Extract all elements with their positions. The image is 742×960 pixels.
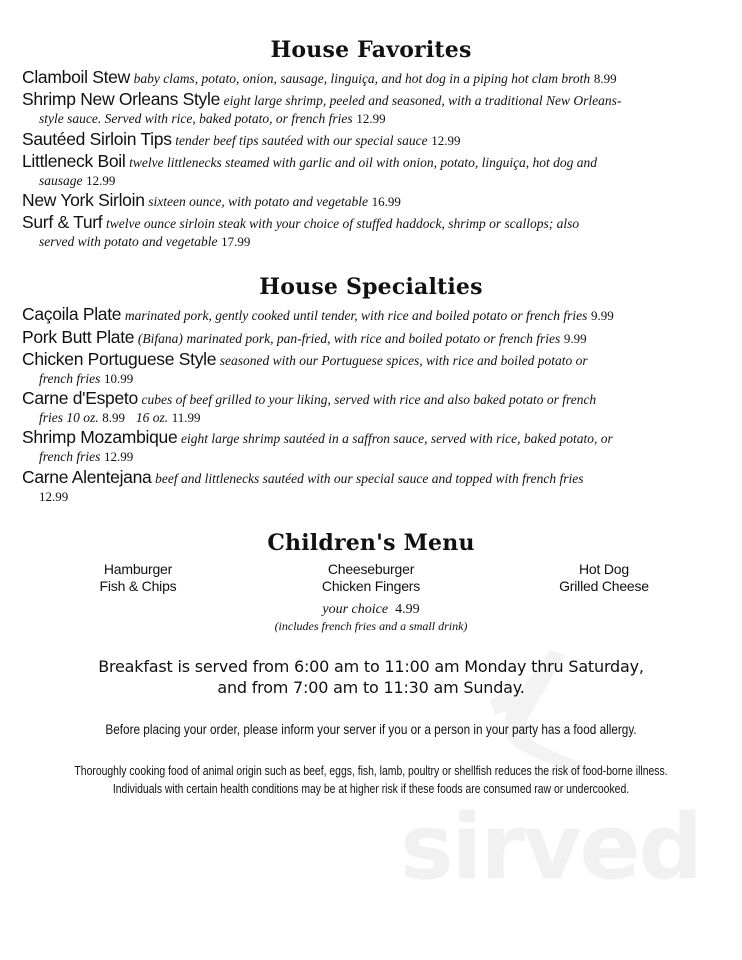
allergy-notice: Before placing your order, please inform your server if you or a person in your party has a food allergy.	[105, 721, 637, 737]
item-price: 8.99	[593, 71, 617, 86]
sirved-watermark: sirved	[400, 795, 701, 900]
kids-item: Cheeseburger	[327, 561, 415, 577]
item-price: 12.99	[39, 489, 69, 504]
kids-item: Chicken Fingers	[321, 578, 421, 594]
menu-item	[22, 389, 722, 427]
item-name: Clamboil Stew	[22, 67, 130, 87]
item-price: 12.99	[86, 173, 116, 188]
kids-item: Fish & Chips	[99, 578, 177, 594]
item-description: twelve littlenecks steamed with garlic and oil with onion, potato, linguiça, hot dog and	[129, 155, 598, 170]
item-name: Carne Alentejana	[22, 467, 152, 487]
item-price: 16.99	[371, 194, 401, 209]
kids-menu-column-1	[38, 561, 238, 595]
breakfast-hours-line-2: and from 7:00 am to 11:30 am Sunday.	[217, 678, 525, 697]
item-name: Shrimp Mozambique	[22, 427, 178, 447]
item-description: seasoned with our Portuguese spices, with rice and boiled potato or	[219, 353, 588, 368]
menu-item	[22, 191, 722, 211]
item-description: beef and littlenecks sautéed with our special sauce and topped with french fries	[155, 471, 584, 486]
item-price-10oz: 8.99	[102, 410, 126, 425]
menu-item	[22, 68, 722, 88]
item-description: twelve ounce sirloin steak with your choice of stuffed haddock, shrimp or scallops; also	[105, 216, 580, 231]
item-description: eight large shrimp sautéed in a saffron sauce, served with rice, baked potato, or	[181, 431, 613, 446]
menu-item	[22, 328, 722, 348]
item-description: eight large shrimp, peeled and seasoned, with a traditional New Orleans-	[223, 93, 622, 108]
item-size-16oz: 16 oz.	[135, 410, 169, 425]
kids-item: Grilled Cheese	[559, 578, 649, 594]
item-name: Chicken Portuguese Style	[22, 349, 217, 369]
kids-choice-label: your choice	[322, 602, 389, 617]
kids-choice-line	[0, 602, 742, 618]
kids-choice-price: 4.99	[395, 602, 420, 617]
item-description-continued: style sauce. Served with rice, baked potato, or french fries	[39, 111, 353, 126]
kids-item: Hot Dog	[579, 561, 629, 577]
item-name: Littleneck Boil	[22, 151, 126, 171]
item-name: Pork Butt Plate	[22, 327, 135, 347]
item-description-continued: sausage	[39, 173, 83, 188]
item-price: 9.99	[591, 308, 614, 323]
item-price: 12.99	[104, 449, 134, 464]
section-title-childrens-menu: Children's Menu	[267, 530, 475, 556]
item-name: Sautéed Sirloin Tips	[22, 129, 172, 149]
item-description: baby clams, potato, onion, sausage, linguiça, and hot dog in a piping hot clam broth	[133, 71, 591, 86]
item-price: 10.99	[104, 371, 134, 386]
menu-item	[22, 130, 722, 150]
food-safety-warning	[74, 762, 668, 798]
kids-item: Hamburger	[103, 561, 173, 577]
kids-menu-note: (includes french fries and a small drink)	[274, 619, 468, 633]
section-title-house-favorites: House Favorites	[270, 37, 472, 63]
item-price: 17.99	[221, 234, 251, 249]
item-description-continued: french fries	[39, 449, 101, 464]
menu-item	[22, 305, 722, 325]
food-safety-warning-line-2: Individuals with certain health conditions may be at higher risk if these foods are consumed raw or undercooked.	[112, 781, 630, 796]
item-name: Surf & Turf	[22, 212, 103, 232]
breakfast-hours-line-1: Breakfast is served from 6:00 am to 11:00 am Monday thru Saturday,	[98, 657, 644, 676]
item-description-continued: french fries	[39, 371, 101, 386]
menu-item	[22, 350, 722, 388]
menu-item	[22, 213, 722, 251]
section-title-house-specialties: House Specialties	[259, 274, 483, 300]
item-name: Caçoila Plate	[22, 304, 122, 324]
menu-item	[22, 428, 722, 466]
item-price: 9.99	[563, 331, 587, 346]
item-name: Carne d'Espeto	[22, 388, 138, 408]
item-price: 12.99	[431, 133, 461, 148]
item-name: New York Sirloin	[22, 190, 145, 210]
kids-menu-column-2	[271, 561, 471, 595]
item-description: marinated pork, pan-fried, with rice and boiled potato or french fries	[186, 331, 561, 346]
menu-item	[22, 152, 722, 190]
breakfast-hours	[0, 656, 742, 698]
item-size-10oz: fries 10 oz.	[39, 410, 99, 425]
item-description: tender beef tips sautéed with our special sauce	[175, 133, 428, 148]
item-alt-name: (Bifana)	[137, 331, 183, 346]
kids-menu-column-3	[504, 561, 704, 595]
food-safety-warning-line-1: Thoroughly cooking food of animal origin such as beef, eggs, fish, lamb, poultry or shellfish reduces the risk of food-borne illness.	[74, 763, 668, 778]
menu-item	[22, 90, 722, 128]
item-price: 12.99	[356, 111, 386, 126]
item-price-16oz: 11.99	[171, 410, 201, 425]
item-description: cubes of beef grilled to your liking, served with rice and also baked potato or french	[141, 392, 597, 407]
item-name: Shrimp New Orleans Style	[22, 89, 221, 109]
item-description-continued: served with potato and vegetable	[39, 234, 218, 249]
item-description: marinated pork, gently cooked until tender, with rice and boiled potato or french fries	[124, 308, 588, 323]
item-description: sixteen ounce, with potato and vegetable	[148, 194, 368, 209]
menu-item	[22, 468, 722, 506]
